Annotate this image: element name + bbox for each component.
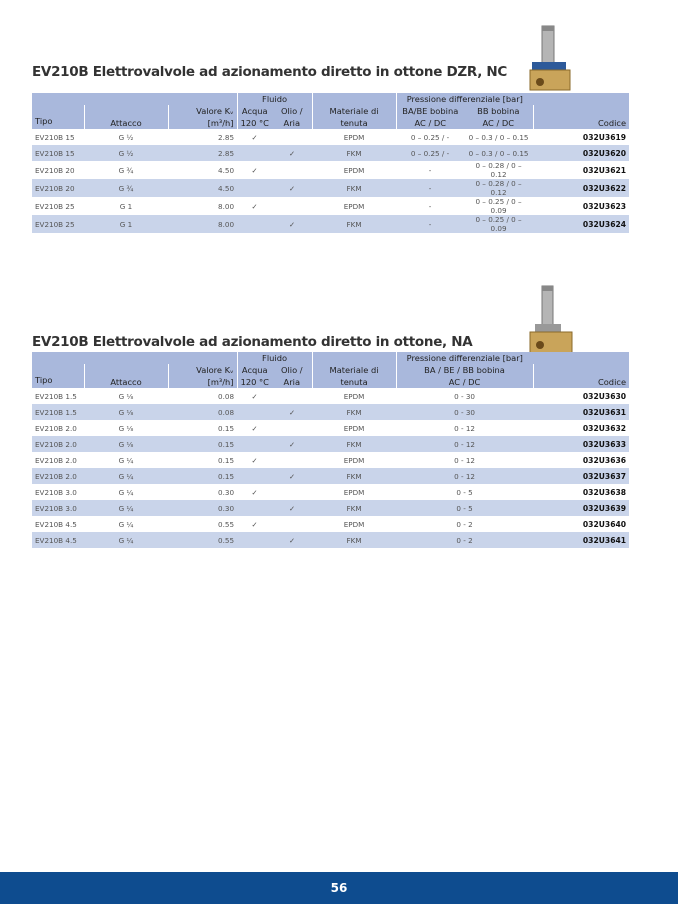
cell-attacco: G ¼ [118,519,134,529]
cell-olio: ✓ [272,404,312,420]
cell-p: 0 - 2 [456,519,473,529]
na-valves-table [32,352,629,548]
cell-kv: 8.00 [218,201,235,211]
table-row [32,215,629,233]
cell-olio [272,161,312,179]
cell-p1: - [396,179,464,197]
cell-code: 032U3636 [582,455,627,465]
header-valore-unit: [m³/h] [207,377,234,387]
header-pressione: Pressione differenziale [bar] [396,93,533,105]
header-tenuta: tenuta [340,377,368,387]
cell-p: 0 - 12 [454,455,475,465]
cell-olio [272,197,312,215]
header-acdc: AC / DC [448,377,481,387]
cell-mat: FKM [312,532,396,548]
cell-p2: 0 – 0.28 / 0 – 0.12 [475,161,522,179]
cell-code: 032U3619 [582,132,627,142]
cell-olio: ✓ [272,179,312,197]
cell-acqua [237,145,272,161]
cell-code: 032U3641 [533,532,629,548]
section-title-nc: EV210B Elettrovalvole ad azionamento diretto in ottone DZR, NC [32,64,508,80]
cell-kv: 0.15 [218,455,235,465]
cell-attacco: G ¼ [84,532,168,548]
cell-mat: FKM [312,468,396,484]
cell-attacco: G ⅛ [84,404,168,420]
table-row [32,404,629,420]
cell-tipo: EV210B 2.0 [32,468,84,484]
cell-kv: 4.50 [218,165,235,175]
header-tenuta: tenuta [340,118,368,128]
header-aria: Aria [283,377,301,387]
cell-mat: FKM [312,500,396,516]
cell-olio [272,484,312,500]
cell-acqua: ✓ [251,391,258,401]
cell-code: 032U3632 [582,423,627,433]
header-bb-acdc: AC / DC [482,118,515,128]
cell-code: 032U3620 [533,145,629,161]
header-acqua-temp: 120 °C [240,118,269,128]
cell-acqua: ✓ [251,132,258,142]
cell-p2: 0 – 0.25 / 0 – 0.09 [464,215,533,233]
table-row [32,532,629,548]
cell-acqua: ✓ [251,423,258,433]
header-codice: Codice [533,105,629,129]
cell-acqua [237,468,272,484]
page-number: 56 [330,881,348,895]
header-ba-be: BA/BE bobina [402,106,459,116]
cell-code: 032U3621 [582,165,627,175]
cell-olio: ✓ [272,468,312,484]
cell-mat: EPDM [343,519,365,529]
cell-p1: 0 – 0.25 / - [396,145,464,161]
header-valore: Valore Kᵥ [196,106,234,116]
header-materiale: Materiale di [329,365,379,375]
table-row [32,468,629,484]
header-acqua: Acqua [241,106,268,116]
cell-olio [272,129,312,145]
valve-product-image-na [525,282,580,362]
header-tipo: Tipo [32,364,84,388]
cell-mat: EPDM [343,391,365,401]
cell-attacco: G 1 [119,201,133,211]
table-row [32,436,629,452]
cell-tipo: EV210B 1.5 [35,391,77,401]
header-valore: Valore Kᵥ [196,365,234,375]
cell-tipo: EV210B 3.0 [35,487,77,497]
cell-tipo: EV210B 25 [32,215,84,233]
cell-kv: 0.30 [168,500,237,516]
header-acqua-temp: 120 °C [240,377,269,387]
cell-p: 0 - 30 [454,391,475,401]
cell-tipo: EV210B 15 [32,145,84,161]
nc-valves-table [32,93,629,233]
cell-mat: EPDM [343,201,365,211]
cell-code: 032U3624 [533,215,629,233]
header-attacco: Attacco [84,105,168,129]
cell-tipo: EV210B 25 [35,201,75,211]
cell-p: 0 - 12 [396,468,533,484]
cell-p2: 0 – 0.3 / 0 – 0.15 [468,132,529,142]
cell-acqua [237,179,272,197]
cell-olio: ✓ [272,500,312,516]
cell-attacco: G ¾ [118,165,134,175]
cell-attacco: G ¾ [84,179,168,197]
cell-olio: ✓ [272,532,312,548]
cell-attacco: G 1 [84,215,168,233]
header-acqua: Acqua [241,365,268,375]
cell-p: 0 - 12 [396,436,533,452]
cell-mat: EPDM [343,132,365,142]
cell-p1: - [428,165,432,175]
cell-mat: FKM [312,404,396,420]
header-fluido: Fluido [237,93,312,105]
cell-acqua: ✓ [251,519,258,529]
header-ba-be-bb: BA / BE / BB bobina [424,365,505,375]
cell-olio: ✓ [272,436,312,452]
cell-mat: EPDM [343,165,365,175]
cell-olio: ✓ [272,145,312,161]
cell-tipo: EV210B 20 [32,179,84,197]
cell-p: 0 - 2 [396,532,533,548]
cell-acqua [237,500,272,516]
header-tipo: Tipo [32,105,84,129]
cell-attacco: G ⅛ [84,436,168,452]
cell-attacco: G ½ [84,145,168,161]
cell-code: 032U3630 [582,391,627,401]
cell-attacco: G ⅛ [118,391,134,401]
section-title-na: EV210B Elettrovalvole ad azionamento diretto in ottone, NA [32,334,473,350]
header-attacco: Attacco [84,364,168,388]
cell-tipo: EV210B 4.5 [32,532,84,548]
cell-acqua: ✓ [251,487,258,497]
cell-mat: FKM [312,179,396,197]
header-olio: Olio / [280,365,303,375]
table-row [32,516,629,532]
cell-kv: 0.30 [218,487,235,497]
cell-p1: - [396,215,464,233]
cell-acqua [237,215,272,233]
header-fluido: Fluido [237,352,312,364]
cell-tipo: EV210B 2.0 [35,423,77,433]
cell-code: 032U3623 [582,201,627,211]
cell-attacco: G ½ [118,132,134,142]
cell-mat: EPDM [343,423,365,433]
cell-acqua: ✓ [251,165,258,175]
cell-kv: 2.85 [218,132,235,142]
cell-mat: FKM [312,215,396,233]
cell-mat: EPDM [343,487,365,497]
cell-kv: 4.50 [168,179,237,197]
cell-acqua [237,404,272,420]
cell-olio [272,452,312,468]
cell-tipo: EV210B 2.0 [35,455,77,465]
cell-kv: 0.55 [218,519,235,529]
cell-code: 032U3639 [533,500,629,516]
cell-mat: EPDM [343,455,365,465]
cell-attacco: G ¼ [84,468,168,484]
cell-attacco: G ¼ [118,487,134,497]
header-bb: BB bobina [477,106,520,116]
cell-tipo: EV210B 15 [35,132,75,142]
header-codice: Codice [533,364,629,388]
cell-code: 032U3640 [582,519,627,529]
cell-mat: FKM [312,145,396,161]
cell-acqua [237,436,272,452]
cell-olio [272,388,312,404]
cell-kv: 0.08 [168,404,237,420]
cell-p2: 0 – 0.25 / 0 – 0.09 [475,197,522,215]
cell-mat: FKM [312,436,396,452]
table-row [32,161,629,179]
cell-attacco: G ⅛ [118,423,134,433]
cell-kv: 0.55 [168,532,237,548]
cell-p1: - [428,201,432,211]
cell-acqua: ✓ [251,201,258,211]
table-row [32,179,629,197]
table-row [32,129,629,145]
header-materiale: Materiale di [329,106,379,116]
cell-tipo: EV210B 2.0 [32,436,84,452]
cell-kv: 2.85 [168,145,237,161]
header-olio: Olio / [280,106,303,116]
cell-olio: ✓ [272,215,312,233]
cell-acqua: ✓ [251,455,258,465]
table-row [32,484,629,500]
table-row [32,452,629,468]
cell-tipo: EV210B 1.5 [32,404,84,420]
cell-code: 032U3638 [582,487,627,497]
cell-kv: 0.15 [168,436,237,452]
table-row [32,500,629,516]
cell-code: 032U3622 [533,179,629,197]
valve-product-image [520,22,580,94]
cell-p2: 0 – 0.28 / 0 – 0.12 [464,179,533,197]
cell-tipo: EV210B 4.5 [35,519,77,529]
cell-p1: 0 – 0.25 / - [410,132,450,142]
cell-kv: 0.08 [218,391,235,401]
cell-tipo: EV210B 20 [35,165,75,175]
cell-acqua [237,532,272,548]
table-row [32,145,629,161]
table-row [32,388,629,404]
cell-p: 0 - 30 [396,404,533,420]
cell-code: 032U3633 [533,436,629,452]
cell-attacco: G ¼ [118,455,134,465]
cell-p: 0 - 5 [456,487,473,497]
cell-kv: 8.00 [168,215,237,233]
cell-p: 0 - 5 [396,500,533,516]
cell-code: 032U3637 [533,468,629,484]
cell-p: 0 - 12 [454,423,475,433]
cell-olio [272,420,312,436]
cell-code: 032U3631 [533,404,629,420]
cell-olio [272,516,312,532]
page-footer [0,872,678,904]
cell-kv: 0.15 [168,468,237,484]
header-ba-be-acdc: AC / DC [414,118,447,128]
cell-kv: 0.15 [218,423,235,433]
header-valore-unit: [m³/h] [207,118,234,128]
header-pressione: Pressione differenziale [bar] [396,352,533,364]
cell-tipo: EV210B 3.0 [32,500,84,516]
table-row [32,197,629,215]
table-row [32,420,629,436]
header-aria: Aria [283,118,301,128]
cell-p2: 0 – 0.3 / 0 – 0.15 [464,145,533,161]
cell-attacco: G ¼ [84,500,168,516]
